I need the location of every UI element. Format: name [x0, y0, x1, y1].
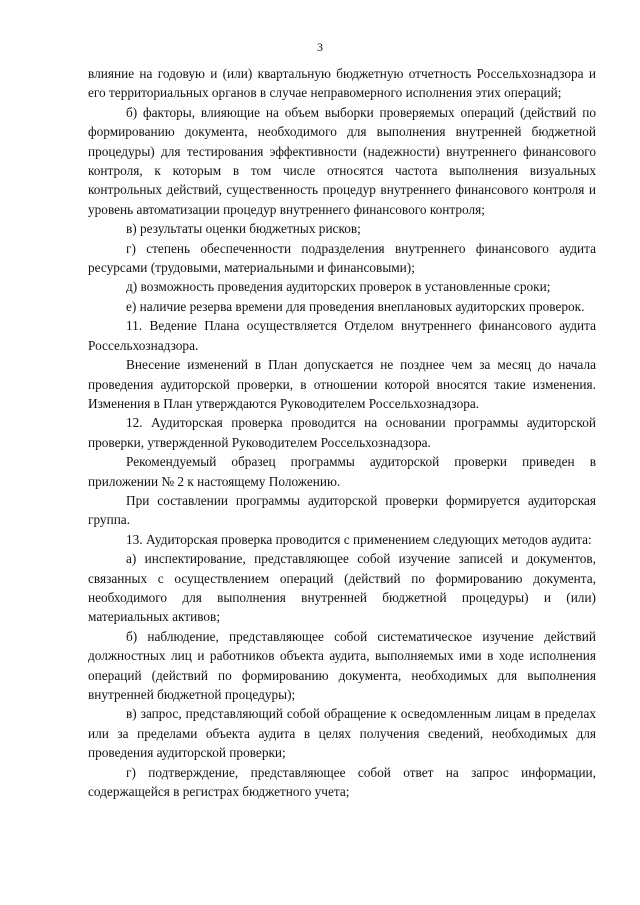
- document-body: [88, 64, 596, 801]
- paragraph: д) возможность проведения аудиторских проверок в установленные сроки;: [126, 279, 551, 295]
- paragraph: г) подтверждение, представляющее собой ответ на запрос информации, содержащейся в регистрах бюджетного учета;: [88, 764, 596, 800]
- paragraph: Рекомендуемый образец программы аудиторской проверки приведен в приложении № 2 к настоящему Положению.: [88, 454, 596, 489]
- page-number: 3: [317, 40, 323, 54]
- paragraph: в) результаты оценки бюджетных рисков;: [126, 221, 361, 237]
- paragraph: 11. Ведение Плана осуществляется Отделом внутреннего финансового аудита Россельхознадзора.: [88, 318, 596, 353]
- paragraph: е) наличие резерва времени для проведения внеплановых аудиторских проверок.: [126, 298, 585, 314]
- paragraph: а) инспектирование, представляющее собой изучение записей и документов, связанных с осуществлением операций (действий по формированию документа, необходимого для выполнения внутренней бюджетной процедуры) и (или) материальных активов;: [88, 551, 596, 625]
- paragraph: При составлении программы аудиторской проверки формируется аудиторская группа.: [88, 492, 596, 528]
- paragraph: в) запрос, представляющий собой обращение к осведомленным лицам в пределах или за пределами объекта аудита в целях получения сведений, необходимых для проведения аудиторской проверки;: [88, 706, 596, 761]
- paragraph: Внесение изменений в План допускается не позднее чем за месяц до начала проведения аудиторской проверки, в отношении которой вносятся такие изменения. Изменения в План утверждаются Руководителем Россельхознадзора.: [88, 357, 596, 411]
- paragraph: б) наблюдение, представляющее собой систематическое изучение действий должностных лиц и работников объекта аудита, выполняемых ими в ходе исполнения операций (действий по формированию документа, необходимых для выполнения внутренней бюджетной процедуры);: [88, 628, 596, 702]
- paragraph: 13. Аудиторская проверка проводится с применением следующих методов аудита:: [126, 531, 592, 547]
- paragraph: г) степень обеспеченности подразделения внутреннего финансового аудита ресурсами (трудовыми, материальными и финансовыми);: [88, 240, 596, 276]
- paragraph: влияние на годовую и (или) квартальную бюджетную отчетность Россельхознадзора и его территориальных органов в случае неправомерного исполнения этих операций;: [88, 66, 596, 101]
- paragraph: 12. Аудиторская проверка проводится на основании программы аудиторской проверки, утвержденной Руководителем Россельхознадзора.: [88, 415, 596, 450]
- paragraph: б) факторы, влияющие на объем выборки проверяемых операций (действий по формированию документа, необходимого для выполнения внутренней бюджетной процедуры) для тестирования эффективности (надежности) внутреннего финансового контроля, к которым в том числе относятся частота выполнения визуальных контрольных действий, существенность процедур внутреннего финансового контроля и уровень автоматизации процедур внутреннего финансового контроля;: [88, 104, 596, 217]
